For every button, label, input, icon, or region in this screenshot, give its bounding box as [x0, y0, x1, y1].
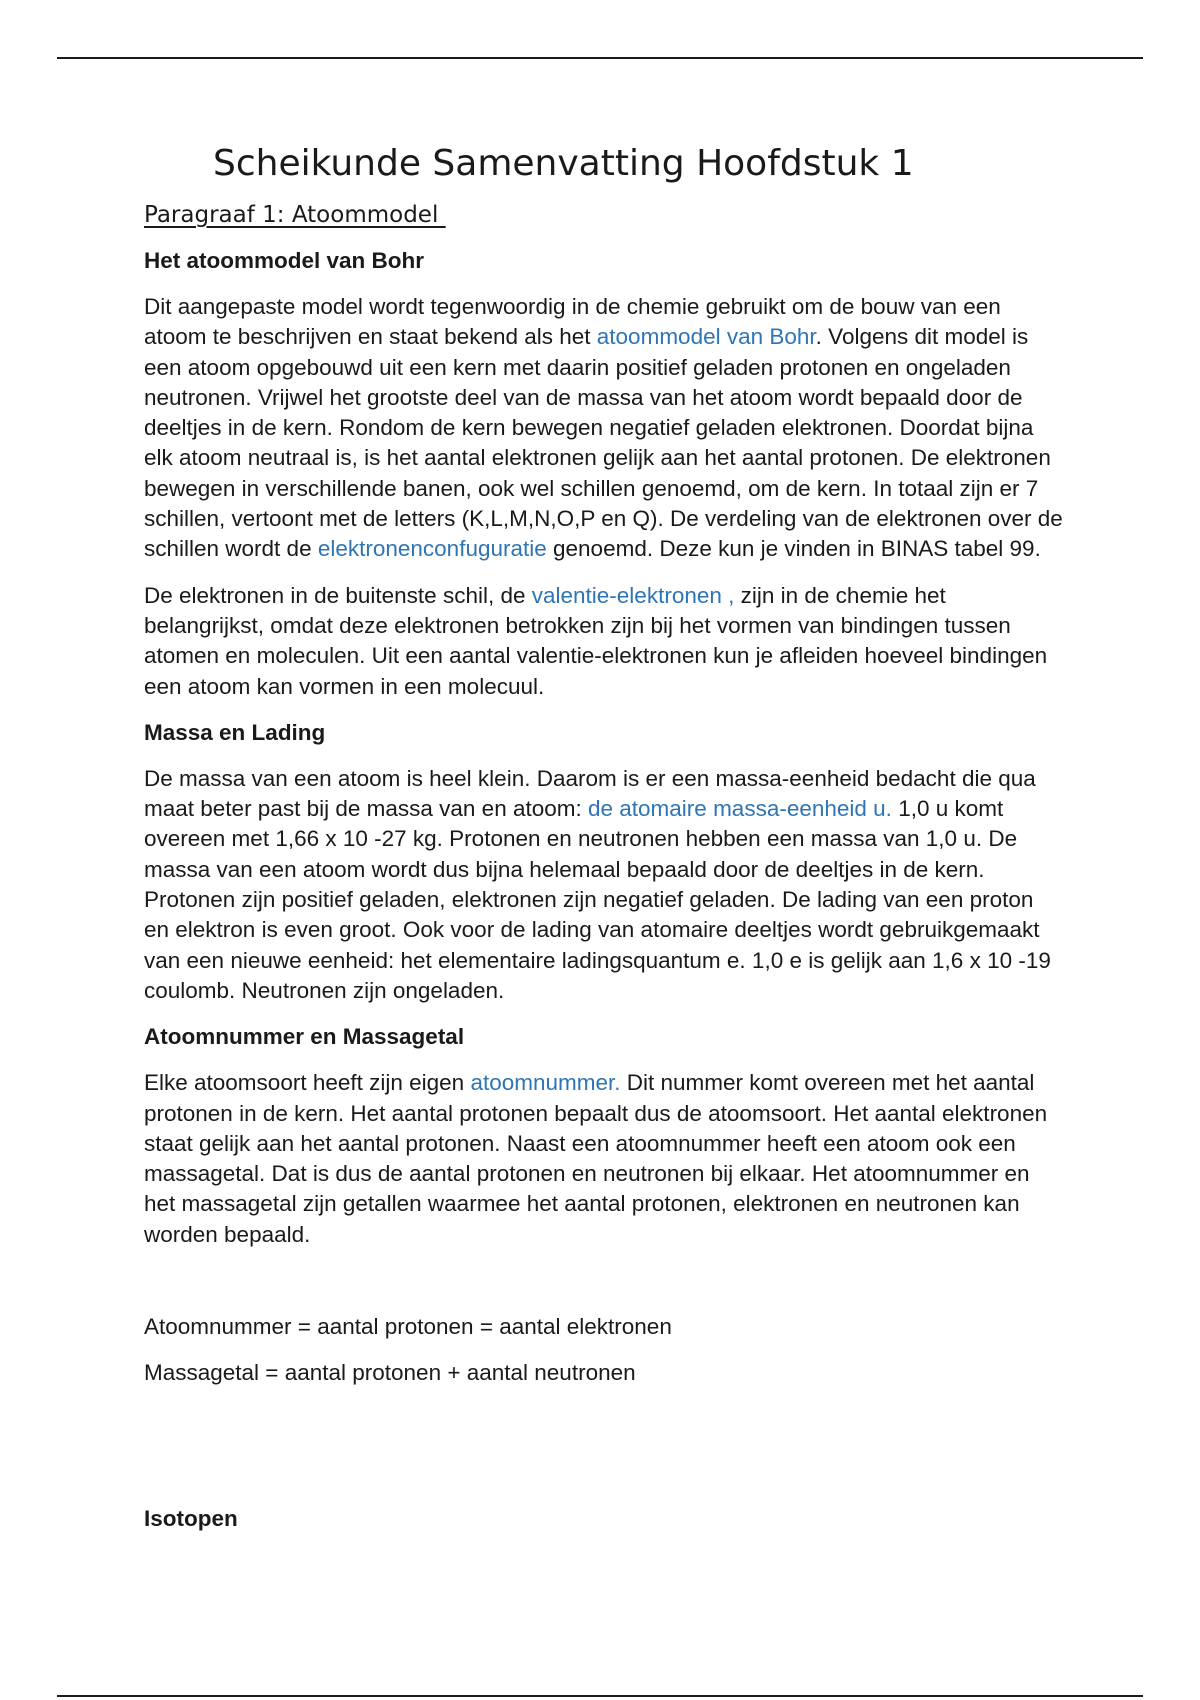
text-run: Dit aangepaste model wordt tegenwoordig in de chemie gebruikt om de bouw van een atoom te beschrijven en staat bekend als het: [144, 294, 1001, 350]
formula-atoomnummer: Atoomnummer = aantal protonen = aantal elektronen: [144, 1314, 672, 1340]
paragraph-bohr-1: [144, 292, 1064, 565]
text-run: . Volgens dit model is een atoom opgebouwd uit een kern met daarin positief geladen protonen en ongeladen neutronen. Vrijwel het grootste deel van de massa van het atoom wordt bepaald door de deeltjes in de kern. Rondom de kern bewegen negatief geladen elektronen. Doordat bijna elk atoom neutraal is, is het aantal elektronen gelijk aan het aantal protonen. De elektronen bewegen in verschillende banen, ook wel schillen genoemd, om de kern. In totaal zijn er 7 schillen, vertoont met de letters (K,L,M,N,O,P en Q). De verdeling van de elektronen over de schillen wordt de: [144, 324, 1063, 562]
header-rule: [57, 57, 1143, 59]
heading-atoomnummer-massagetal: Atoomnummer en Massagetal: [144, 1024, 465, 1050]
term-elektronenconfiguratie: elektronenconfuguratie: [317, 536, 547, 562]
paragraph-atoomnummer-1: [144, 1068, 1064, 1250]
section-heading-paragraaf-1: Paragraaf 1: Atoommodel: [144, 202, 446, 228]
document-body: [144, 138, 1064, 1534]
heading-massa-en-lading: Massa en Lading: [144, 719, 326, 745]
text-run: De elektronen in de buitenste schil, de: [144, 582, 532, 608]
footer-rule: [57, 1695, 1143, 1697]
text-run: 1,0 u komt overeen met 1,66 x 10 -27 kg. Protonen en neutronen hebben een massa van 1,0 u. De massa van een atoom wordt dus bijna helemaal bepaald door de deeltjes in de kern. Protonen zijn positief geladen, elektronen zijn negatief geladen. De lading van een proton en elektron is even groot. Ook voor de lading van atomaire deeltjes wordt gebruikgemaakt van een nieuwe eenheid: het elementaire ladingsquantum e. 1,0 e is gelijk aan 1,6 x 10 -19 coulomb. Neutronen zijn ongeladen.: [144, 796, 1051, 1003]
text-run: Elke atoomsoort heeft zijn eigen: [144, 1070, 471, 1096]
term-valentie-elektronen: valentie-elektronen ,: [531, 582, 735, 608]
text-run: genoemd. Deze kun je vinden in BINAS tabel 99.: [546, 536, 1041, 562]
text-run: zijn in de chemie het belangrijkst, omdat deze elektronen betrokken zijn bij het vormen van bindingen tussen atomen en moleculen. Uit een aantal valentie-elektronen kun je afleiden hoeveel bindingen een atoom kan vormen in een molecuul.: [144, 582, 1048, 699]
paragraph-bohr-2: [144, 581, 1064, 702]
document-title: Scheikunde Samenvatting Hoofdstuk 1: [213, 143, 914, 184]
text-run: Dit nummer komt overeen met het aantal protonen in de kern. Het aantal protonen bepaalt dus de atoomsoort. Het aantal elektronen staat gelijk aan het aantal protonen. Naast een atoomnummer heeft een atoom ook een massagetal. Dat is dus de aantal protonen en neutronen bij elkaar. Het atoomnummer en het massagetal zijn getallen waarmee het aantal protonen, elektronen en neutronen kan worden bepaald.: [144, 1070, 1048, 1247]
heading-isotopen: Isotopen: [144, 1506, 238, 1532]
term-atoomnummer: atoomnummer.: [470, 1070, 621, 1096]
term-atomaire-massa-eenheid: de atomaire massa-eenheid u.: [588, 796, 892, 822]
formula-massagetal: Massagetal = aantal protonen + aantal neutronen: [144, 1360, 636, 1386]
heading-atoommodel-bohr: Het atoommodel van Bohr: [144, 248, 425, 273]
term-atoommodel-van-bohr: atoommodel van Bohr: [596, 324, 816, 350]
paragraph-massa-1: [144, 764, 1064, 1006]
text-run: De massa van een atoom is heel klein. Daarom is er een massa-eenheid bedacht die qua maat beter past bij de massa van en atoom:: [144, 765, 1036, 822]
